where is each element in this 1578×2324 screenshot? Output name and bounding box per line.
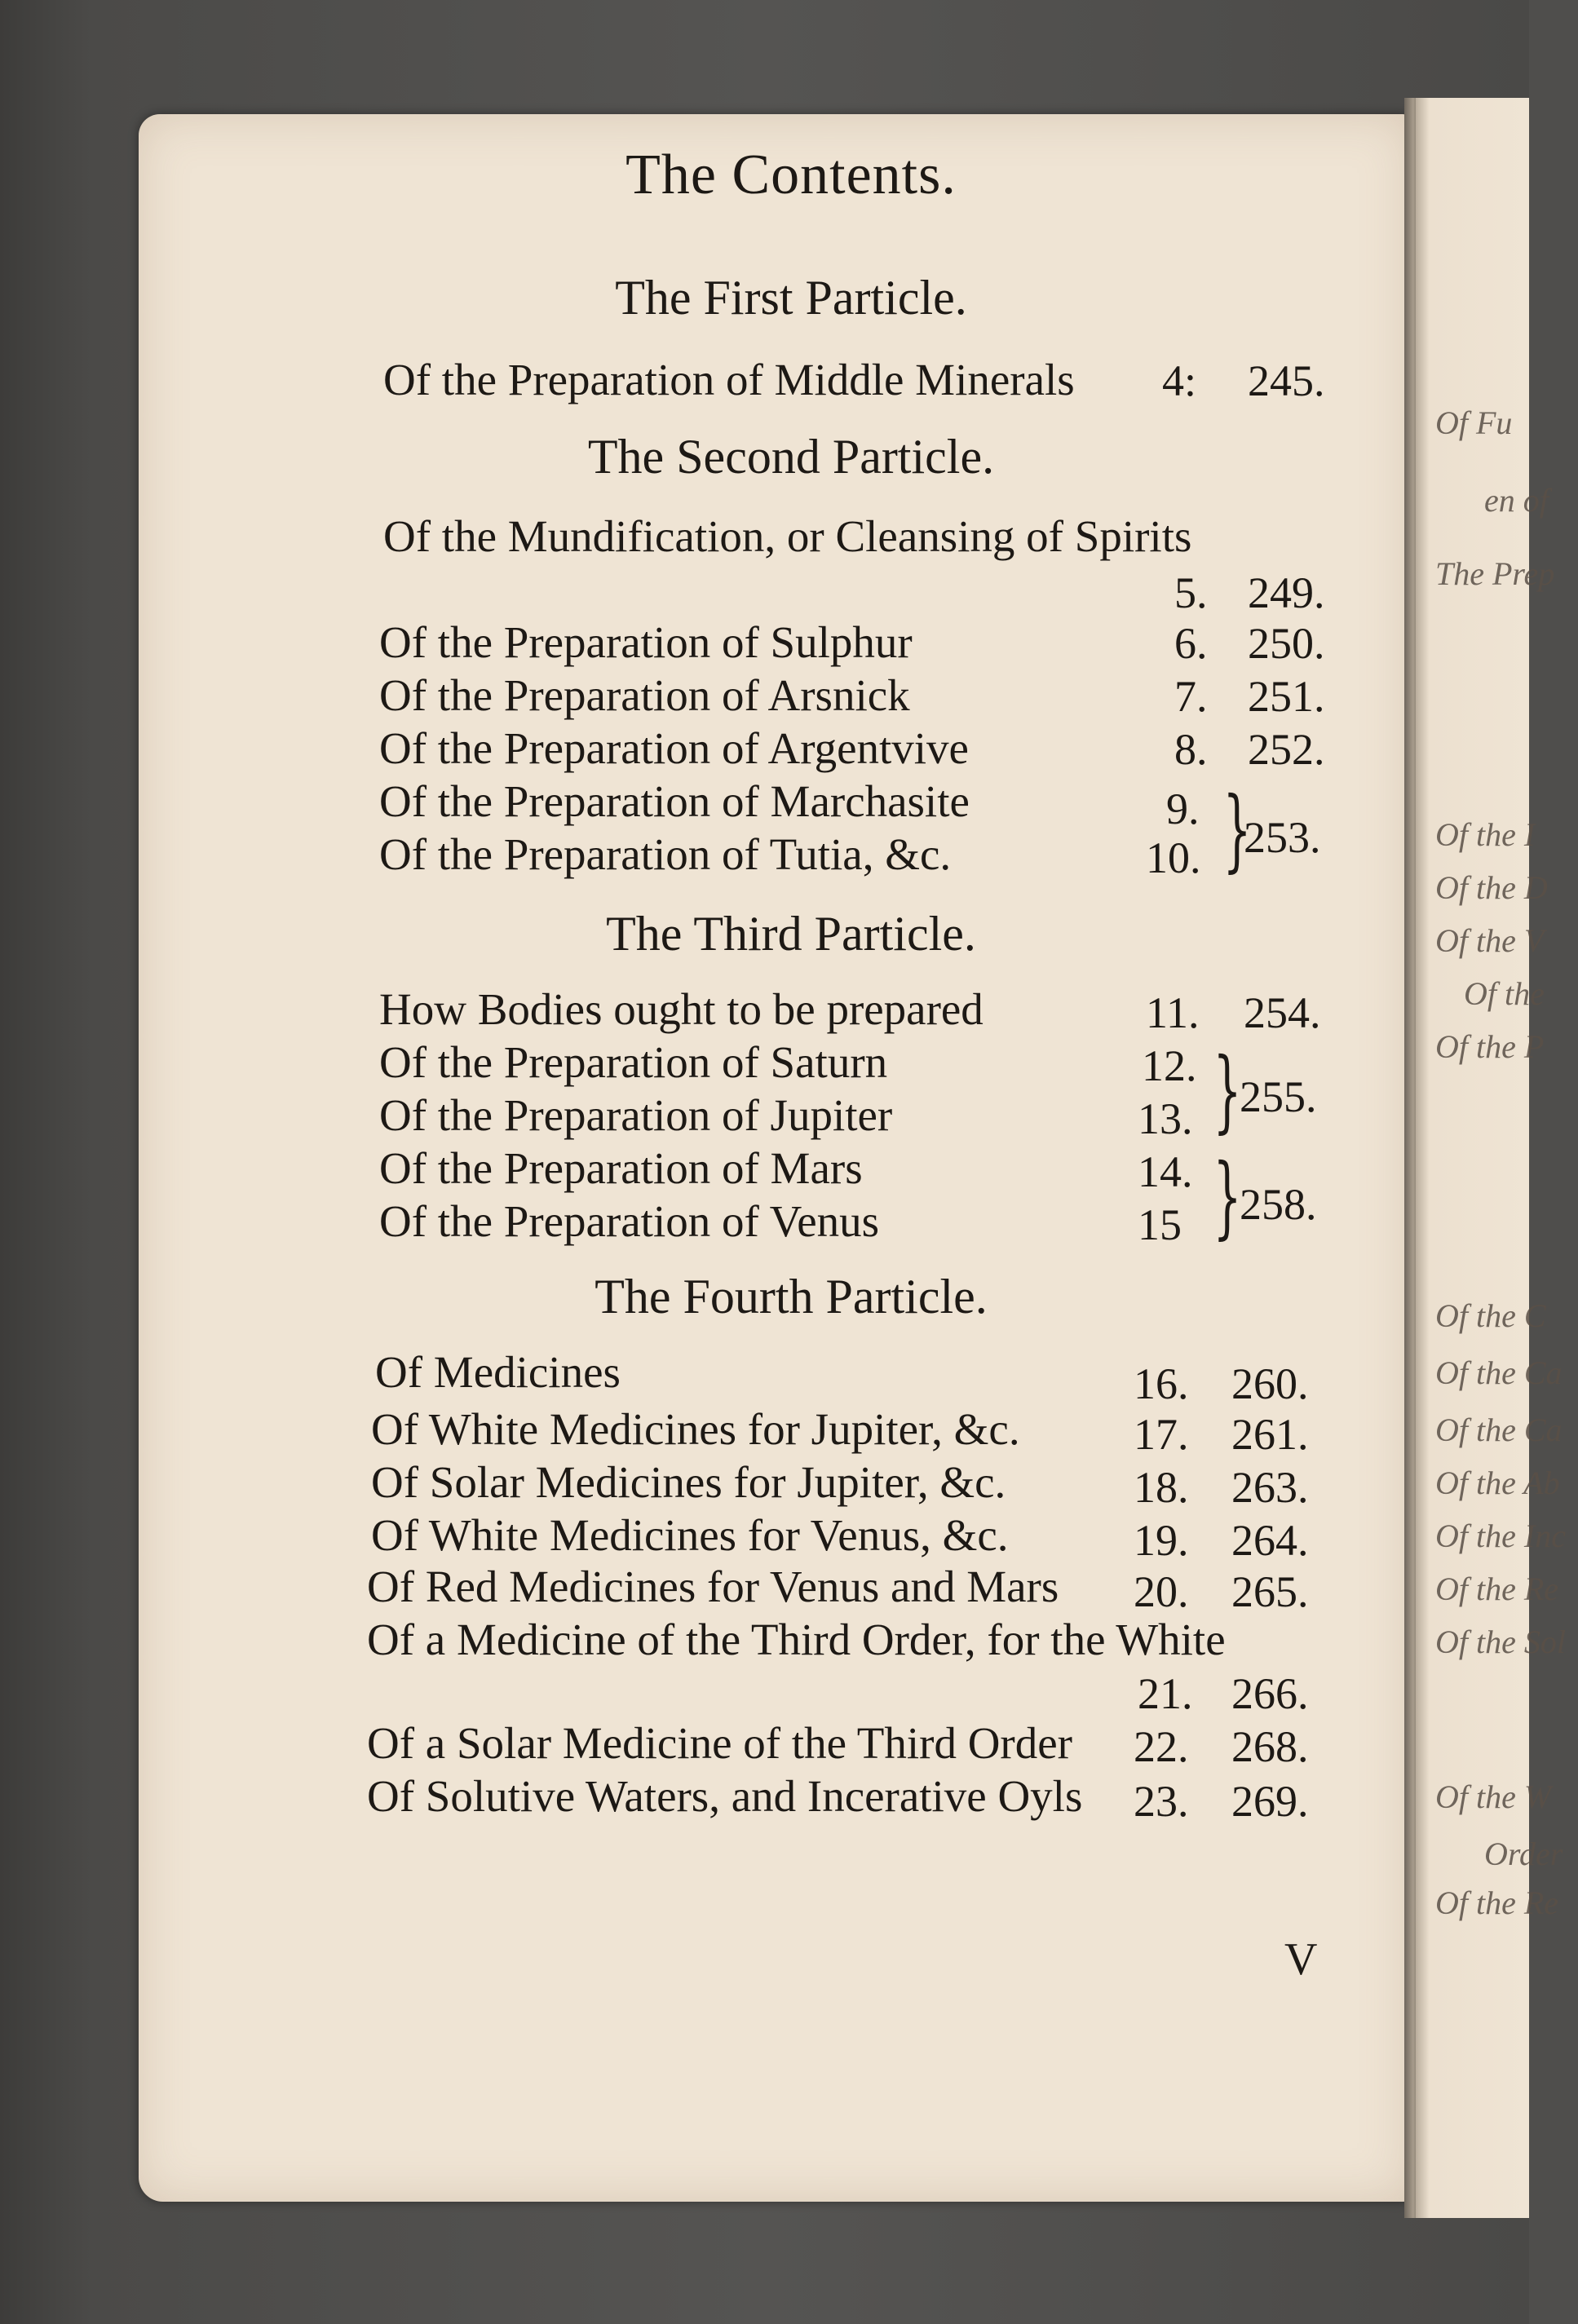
- contents-entry-chapter: 16.: [1134, 1359, 1189, 1408]
- contents-entry-page: 254.: [1244, 988, 1321, 1037]
- contents-entry-chapter: 8.: [1174, 725, 1208, 774]
- contents-entry-page: 265.: [1231, 1567, 1309, 1616]
- contents-entry-text: Of the Preparation of Mars: [379, 1143, 863, 1193]
- contents-entry-page: 245.: [1248, 356, 1325, 405]
- section-heading-third-particle: The Third Particle.: [606, 907, 976, 961]
- facing-page-fragment: Of the Ca: [1435, 1412, 1563, 1448]
- facing-page-fragment: Of the W: [1435, 1778, 1552, 1815]
- contents-entry-chapter: 19.: [1134, 1516, 1189, 1565]
- contents-entry-chapter: 14.: [1138, 1147, 1193, 1196]
- facing-page-fragment: The Prep: [1435, 555, 1555, 592]
- contents-entry-chapter: 13.: [1138, 1094, 1193, 1143]
- contents-entry-text: Of White Medicines for Jupiter, &c.: [371, 1404, 1020, 1454]
- contents-entry-page: 255.: [1240, 1072, 1317, 1121]
- contents-entry-chapter: 6.: [1174, 619, 1208, 668]
- brace-mark: }: [1213, 1038, 1242, 1142]
- facing-page-fragment: Of the I: [1435, 816, 1536, 853]
- contents-entry-chapter: 11.: [1146, 988, 1200, 1037]
- contents-entry-text: Of the Preparation of Sulphur: [379, 617, 913, 667]
- facing-page-fragment: Of the V: [1435, 922, 1545, 959]
- contents-entry-text: Of a Medicine of the Third Order, for the White: [367, 1615, 1226, 1664]
- contents-entry-chapter: 4:: [1162, 356, 1197, 405]
- contents-entry-text: Of White Medicines for Venus, &c.: [371, 1510, 1009, 1560]
- contents-entry-text: Of Solar Medicines for Jupiter, &c.: [371, 1457, 1006, 1507]
- contents-entry-text: Of the Preparation of Tutia, &c.: [379, 829, 952, 879]
- contents-entry-page: 250.: [1248, 619, 1325, 668]
- signature-mark: V: [1284, 1934, 1318, 1985]
- facing-page-fragment: Of the Inc: [1435, 1518, 1566, 1554]
- facing-page-fragment: Order: [1484, 1836, 1563, 1872]
- contents-entry-chapter: 20.: [1134, 1567, 1189, 1616]
- contents-entry-chapter: 12.: [1142, 1041, 1197, 1090]
- contents-entry-text: Of Red Medicines for Venus and Mars: [367, 1562, 1059, 1611]
- contents-entry-text: Of the Preparation of Arsnick: [379, 670, 910, 720]
- contents-entry-text: Of Medicines: [375, 1347, 621, 1397]
- contents-entry-page: 249.: [1248, 568, 1325, 617]
- facing-page-fragment: Of Fu: [1435, 404, 1513, 441]
- page-title: The Contents.: [625, 144, 957, 206]
- contents-entry-chapter: 18.: [1134, 1463, 1189, 1512]
- section-heading-second-particle: The Second Particle.: [587, 430, 995, 484]
- contents-entry-text: Of the Preparation of Marchasite: [379, 776, 970, 826]
- contents-entry-chapter: 9.: [1166, 784, 1200, 833]
- contents-entry-page: 268.: [1231, 1722, 1309, 1771]
- contents-entry-page: 261.: [1231, 1410, 1309, 1459]
- facing-page-fragment: Of the P: [1435, 1028, 1545, 1065]
- section-heading-first-particle: The First Particle.: [615, 271, 967, 325]
- facing-page-fragment: Of the Ab: [1435, 1465, 1560, 1501]
- contents-entry-chapter: 5.: [1174, 568, 1208, 617]
- contents-entry-text: Of Solutive Waters, and Incerative Oyls: [367, 1771, 1083, 1821]
- brace-mark: }: [1213, 1144, 1242, 1248]
- contents-entry-chapter: 21.: [1138, 1669, 1193, 1718]
- brace-mark: }: [1222, 777, 1252, 881]
- facing-page-fragment: Of the Sol: [1435, 1624, 1566, 1660]
- contents-entry-chapter: 22.: [1134, 1722, 1189, 1771]
- section-heading-fourth-particle: The Fourth Particle.: [595, 1270, 988, 1323]
- facing-page-fragment: Of the Re: [1435, 1884, 1559, 1921]
- contents-entry-page: 251.: [1248, 672, 1325, 721]
- contents-entry-page: 260.: [1231, 1359, 1309, 1408]
- contents-entry-chapter: 23.: [1134, 1777, 1189, 1826]
- contents-entry-page: 253.: [1244, 813, 1321, 862]
- contents-entry-text: Of a Solar Medicine of the Third Order: [367, 1718, 1072, 1768]
- contents-entry-text: Of the Preparation of Argentvive: [379, 723, 969, 773]
- contents-entry-text: Of the Preparation of Jupiter: [379, 1090, 893, 1140]
- facing-page-fragment: Of the Re: [1435, 1571, 1559, 1607]
- contents-entry-page: 266.: [1231, 1669, 1309, 1718]
- facing-page-fragment: Of the C: [1435, 1297, 1546, 1334]
- contents-entry-text: Of the Mundification, or Cleansing of Spirits: [383, 511, 1192, 561]
- facing-page-fragment: Of the D: [1435, 869, 1548, 906]
- contents-entry-text: How Bodies ought to be prepared: [379, 984, 983, 1034]
- contents-entry-page: 269.: [1231, 1777, 1309, 1826]
- contents-entry-chapter: 15: [1138, 1200, 1182, 1249]
- contents-entry-chapter: 7.: [1174, 672, 1208, 721]
- contents-entry-page: 258.: [1240, 1180, 1317, 1229]
- contents-entry-page: 252.: [1248, 725, 1325, 774]
- facing-page-fragment: Of the Ca: [1435, 1354, 1563, 1391]
- contents-entry-text: Of the Preparation of Saturn: [379, 1037, 888, 1087]
- facing-page-fragment: en of: [1484, 482, 1549, 519]
- contents-entry-page: 264.: [1231, 1516, 1309, 1565]
- contents-entry-chapter: 10.: [1146, 833, 1201, 882]
- facing-page-fragment: Of the: [1464, 975, 1545, 1012]
- contents-entry-text: Of the Preparation of Middle Minerals: [383, 355, 1075, 404]
- contents-entry-text: Of the Preparation of Venus: [379, 1196, 880, 1246]
- contents-entry-page: 263.: [1231, 1463, 1309, 1512]
- contents-entry-chapter: 17.: [1134, 1410, 1189, 1459]
